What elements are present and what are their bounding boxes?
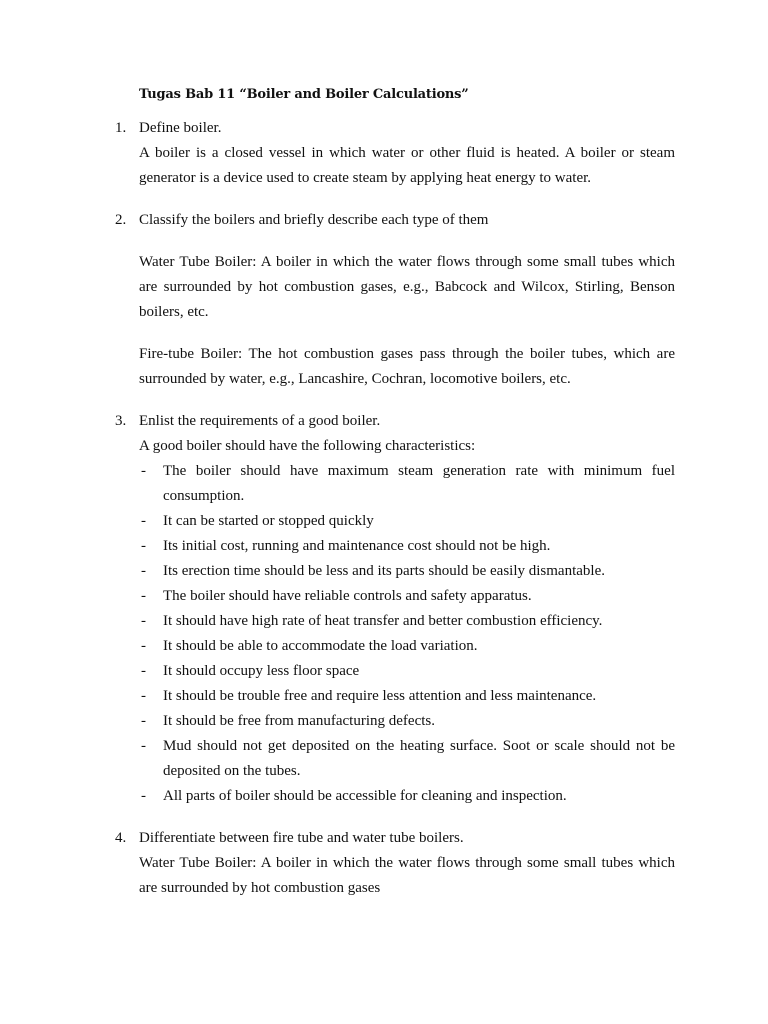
list-item — [139, 709, 675, 734]
question-2-number: 2. — [115, 212, 127, 228]
dash-marker: - — [141, 463, 146, 479]
question-1-answer: A boiler is a closed vessel in which water or other fluid is heated. A boiler or steam generator is a device used to create steam by applying heat energy to water. — [139, 145, 675, 186]
list-item-text: It should be free from manufacturing defects. — [163, 713, 435, 729]
question-3-intro: A good boiler should have the following characteristics: — [139, 438, 476, 454]
dash-marker: - — [141, 738, 146, 754]
question-2-body — [139, 208, 675, 392]
question-4-body — [139, 826, 675, 901]
list-item — [139, 734, 675, 784]
document-content — [115, 116, 675, 918]
list-item-text: The boiler should have maximum steam generation rate with minimum fuel consumption. — [163, 463, 675, 504]
list-item — [139, 534, 675, 559]
list-item-text: Mud should not get deposited on the heating surface. Soot or scale should not be deposited on the tubes. — [163, 738, 675, 779]
list-item-text: It should have high rate of heat transfer and better combustion efficiency. — [163, 613, 603, 629]
list-item — [139, 659, 675, 684]
dash-marker: - — [141, 788, 146, 804]
list-item — [139, 784, 675, 809]
question-3-text: Enlist the requirements of a good boiler. — [139, 413, 381, 429]
question-3-body — [139, 409, 675, 809]
question-2 — [115, 208, 675, 392]
list-item — [139, 609, 675, 634]
dash-marker: - — [141, 688, 146, 704]
list-item — [139, 684, 675, 709]
dash-marker: - — [141, 563, 146, 579]
list-item-text: All parts of boiler should be accessible for cleaning and inspection. — [163, 788, 567, 804]
question-1-number: 1. — [115, 120, 127, 136]
water-tube-paragraph: Water Tube Boiler: A boiler in which the water flows through some small tubes which are surrounded by hot combustion gases, e.g., Babcock and Wilcox, Stirling, Benson boilers, etc. — [139, 254, 675, 320]
question-1-body — [139, 116, 675, 191]
question-3-number: 3. — [115, 413, 127, 429]
list-item-text: It should be trouble free and require less attention and less maintenance. — [163, 688, 597, 704]
list-item-text: It should occupy less floor space — [163, 663, 360, 679]
question-4-answer: Water Tube Boiler: A boiler in which the water flows through some small tubes which are surrounded by hot combustion gases — [139, 855, 675, 896]
question-1 — [115, 116, 675, 191]
document-title: Tugas Bab 11 “Boiler and Boiler Calculations” — [139, 87, 469, 102]
dash-marker: - — [141, 538, 146, 554]
list-item — [139, 509, 675, 534]
list-item-text: The boiler should have reliable controls and safety apparatus. — [163, 588, 532, 604]
question-4 — [115, 826, 675, 901]
question-2-text: Classify the boilers and briefly describe each type of them — [139, 212, 489, 228]
question-4-number: 4. — [115, 830, 127, 846]
list-item-text: Its erection time should be less and its parts should be easily dismantable. — [163, 563, 605, 579]
list-item — [139, 559, 675, 584]
dash-marker: - — [141, 513, 146, 529]
fire-tube-paragraph: Fire-tube Boiler: The hot combustion gases pass through the boiler tubes, which are surrounded by water, e.g., Lancashire, Cochran, locomotive boilers, etc. — [139, 346, 675, 387]
list-item — [139, 634, 675, 659]
question-4-text: Differentiate between fire tube and water tube boilers. — [139, 830, 464, 846]
list-item — [139, 459, 675, 509]
list-item-text: It should be able to accommodate the load variation. — [163, 638, 478, 654]
list-item-text: It can be started or stopped quickly — [163, 513, 374, 529]
list-item-text: Its initial cost, running and maintenance cost should not be high. — [163, 538, 551, 554]
question-3 — [115, 409, 675, 809]
dash-marker: - — [141, 663, 146, 679]
requirements-list — [139, 459, 675, 809]
question-1-text: Define boiler. — [139, 120, 222, 136]
dash-marker: - — [141, 588, 146, 604]
list-item — [139, 584, 675, 609]
dash-marker: - — [141, 613, 146, 629]
dash-marker: - — [141, 713, 146, 729]
dash-marker: - — [141, 638, 146, 654]
